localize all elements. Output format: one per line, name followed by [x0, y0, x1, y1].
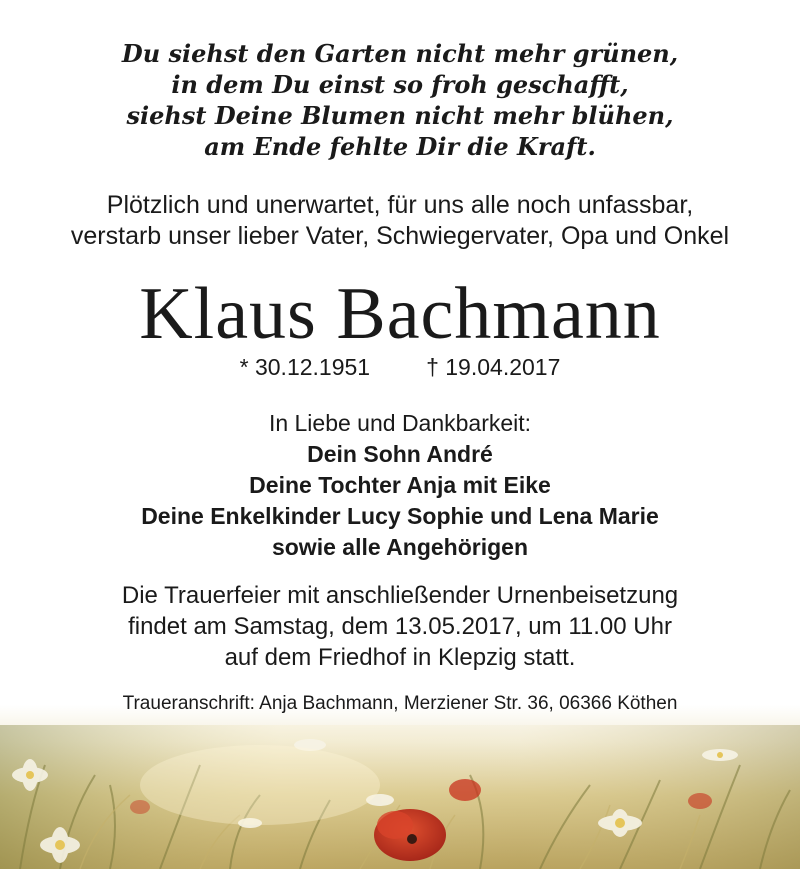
announcement-line: Plötzlich und unerwartet, für uns alle noch unfassbar,: [106, 191, 694, 219]
mourner-line: sowie alle Angehörigen: [271, 534, 529, 560]
poem-line: am Ende fehlte Dir die Kraft.: [204, 132, 596, 161]
funeral-line: auf dem Friedhof in Klepzig statt.: [224, 644, 576, 671]
poem-line: siehst Deine Blumen nicht mehr blühen,: [126, 101, 674, 130]
mourner-line: Dein Sohn André: [307, 441, 493, 467]
funeral-info: [0, 580, 800, 673]
funeral-line: Die Trauerfeier mit anschließender Urnenbeisetzung: [121, 582, 679, 609]
mourner-line: Deine Enkelkinder Lucy Sophie und Lena Marie: [141, 503, 659, 529]
mourning-address: Traueranschrift: Anja Bachmann, Merziener Str. 36, 06366 Köthen: [122, 693, 678, 714]
life-dates: [0, 353, 800, 381]
funeral-line: findet am Samstag, dem 13.05.2017, um 11.00 Uhr: [128, 613, 672, 640]
announcement-line: verstarb unser lieber Vater, Schwiegervater, Opa und Onkel: [70, 222, 730, 250]
poem: [0, 38, 800, 162]
poem-line: Du siehst den Garten nicht mehr grünen,: [121, 39, 679, 68]
death-announcement: [0, 190, 800, 252]
flower-meadow-image: [0, 705, 800, 869]
mourners: [0, 408, 800, 563]
poem-line: in dem Du einst so froh geschafft,: [171, 70, 629, 99]
birth-date: * 30.12.1951: [239, 354, 371, 380]
mourners-intro: In Liebe und Dankbarkeit:: [268, 410, 532, 436]
mourner-line: Deine Tochter Anja mit Eike: [249, 472, 551, 498]
death-date: † 19.04.2017: [426, 354, 561, 380]
deceased-name: Klaus Bachmann: [139, 273, 661, 355]
